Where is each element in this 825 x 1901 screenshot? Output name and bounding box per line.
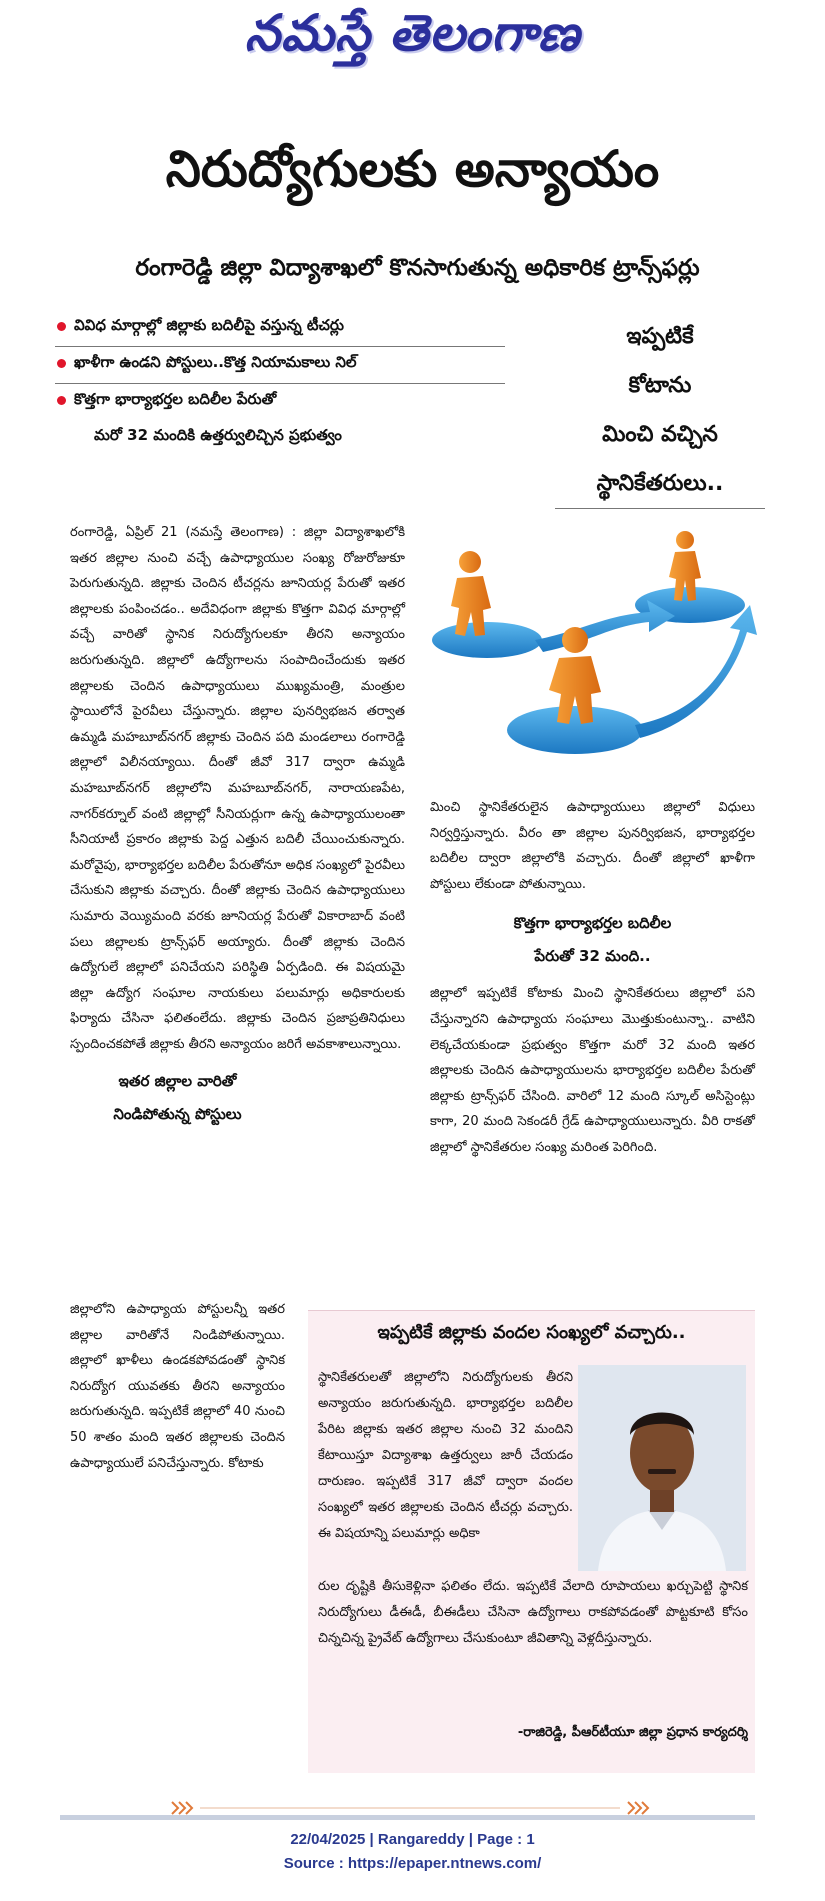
subheadline: రంగారెడ్డి జిల్లా విద్యాశాఖలో కొనసాగుతున్న అధికారిక ట్రాన్స్‌ఫర్లు (135, 255, 700, 281)
bullet-text: ఖాళీగా ఉండని పోస్టులు..కొత్త నియామకాలు నిల్ (74, 353, 357, 371)
pull-quote-line: ఇప్పటికే (626, 324, 694, 349)
person-photo (578, 1365, 746, 1571)
pull-quote-line: కోటాను (628, 373, 692, 398)
footer-source-link[interactable]: Source : https://epaper.ntnews.com/ (283, 1855, 542, 1872)
bullet-text: వివిధ మార్గాల్లో జిల్లాకు బదిలీపై వస్తున్న టీచర్లు (74, 316, 344, 334)
article-paragraph: జిల్లాలోని ఉపాధ్యాయ పోస్టులన్నీ ఇతర జిల్లాల వారితోనే నిండిపోతున్నాయి. జిల్లాలో ఖాళీలు ఉండకపోవడంతో స్థానిక నిరుద్యోగ యువతకు తీరని అన్యాయం జరుగుతున్నది. ఇప్పటికే జిల్లాలో 40 నుంచి 50 శాతం మంది ఇతర జిల్లాలకు చెందిన ఉపాధ్యాయులే పనిచేస్తున్నారు. కోటాకు (70, 1302, 285, 1471)
section-subhead-line: పేరుతో 32 మంది.. (534, 947, 651, 966)
article-paragraph: మించి స్థానికేతరులైన ఉపాధ్యాయులు జిల్లాలో విధులు నిర్వర్తిస్తున్నారు. వీరం తా జిల్లాల పునర్విభజన, భార్యాభర్తల బదిలీల ద్వారా జిల్లాలోకి వచ్చారు. దీంతో జిల్లాలో ఖాళీగా పోస్టులు లేకుండా పోతున్నాయి. (430, 800, 755, 892)
section-subhead-line: ఇతర జిల్లాల వారితో (118, 1072, 237, 1091)
quote-box-text: రుల దృష్టికి తీసుకెళ్లినా ఫలితం లేదు. ఇప్పటికే వేలాది రూపాయలు ఖర్చుపెట్టి స్థానిక నిరుద్యోగులు డీఈడీ, బీఈడీలు చేసినా ఉద్యోగాలు రాకపోవడంతో పొట్టకూటి కోసం చిన్నచిన్న ప్రైవేట్ ఉద్యోగాలు చేసుకుంటూ జీవితాన్ని వెళ్లదీస్తున్నారు. (318, 1579, 748, 1646)
pull-quote-line: మించి వచ్చిన (602, 422, 718, 447)
bullet-text: మరో 32 మందికి ఉత్తర్వులిచ్చిన ప్రభుత్వం (94, 426, 342, 444)
article-column-left (70, 520, 405, 1131)
bullet-list (55, 310, 505, 456)
bullet-item (55, 384, 505, 456)
article-paragraph: రంగారెడ్డి, ఏప్రిల్ 21 (నమస్తే తెలంగాణ) : జిల్లా విద్యాశాఖలోకి ఇతర జిల్లాల నుంచి వచ్చే ఉపాధ్యాయుల సంఖ్య రోజురోజుకూ పెరుగుతున్నది. జిల్లాకు చెందిన టీచర్లను జూనియర్ల పేరుతో ఇతర జిల్లాలకు పంపించడం.. అదేవిధంగా జిల్లాకు కొత్తగా వివిధ మార్గాల్లో వచ్చే వారితో స్థానిక నిరుద్యోగులకూ తీరని అన్యాయం జరుగుతున్నది. జిల్లాలో ఉద్యోగాలను సంపాదించేందుకు ఇతర జిల్లాలకు చెందిన ఉపాధ్యాయులు ముఖ్యమంత్రి, మంత్రుల స్థాయిలోనే పైరవీలు చేస్తున్నారు. జిల్లాల పునర్విభజన తర్వాత ఉమ్మడి మహబూబ్‌నగర్ జిల్లాకు చెందిన పది మండలాలు రంగారెడ్డి జిల్లాలో విలీనయ్యాయి. దీంతో జీవో 317 ద్వారా ఉమ్మడి మహబూబ్‌నగర్ జిల్లాలోని మహబూబ్‌నగర్, నారాయణపేట, నాగర్‌కర్నూల్ వంటి జిల్లాల్లో సీనియర్లుగా ఉన్న ఉపాధ్యాయులంతా సీనియాటీ ప్రకారం జిల్లాకు పెద్ద ఎత్తున బదిలీ చేయించుకున్నారు. మరోవైపు, భార్యాభర్తల బదిలీల పేరుతోనూ అధిక సంఖ్యలో పైరవీలు చేసుకుని జిల్లాకు వచ్చారు. దీంతో జిల్లాకు చెందిన ఉపాధ్యాయులు సుమారు వెయ్యిమంది వరకు జూనియర్ల పేరుతో వికారాబాద్ వంటి పలు జిల్లాలకు ట్రాన్స్‌ఫర్ అయ్యారు. దీంతో జిల్లాకు చెందిన ఉద్యోగులే జిల్లాలో పనిచేయని పరిస్థితి ఏర్పడింది. ఈ విషయమై జిల్లా ఉద్యోగ సంఘాల నాయకులు పలుమార్లు అధికారులకు ఫిర్యాదు చేసినా ఫలితంలేదు. జిల్లాకు చెందిన ప్రజాప్రతినిధులు స్పందించకపోతే జిల్లాకు తీరని అన్యాయం జరిగే అవకాశాలున్నాయి. (70, 525, 405, 1052)
section-subhead-line: నిండిపోతున్న పోస్టులు (113, 1105, 242, 1124)
quote-box-text: స్థానికేతరులతో జిల్లాలోని నిరుద్యోగులకు తీరని అన్యాయం జరుగుతున్నది. భార్యాభర్తల బదిలీల పేరిట జిల్లాకు ఇతర జిల్లాల నుంచి 32 మందిని కేటాయిస్తూ విద్యాశాఖ ఉత్తర్వులు జారీ చేయడం దారుణం. ఇప్పటికే 317 జీవో ద్వారా వందల సంఖ్యలో ఇతర జిల్లాలకు చెందిన టీచర్లు వచ్చారు. ఈ విషయాన్ని పలుమార్లు అధికా (318, 1370, 573, 1541)
page-footer (0, 1828, 825, 1876)
bullet-text: కొత్తగా భార్యాభర్తల బదిలీల పేరుతో (74, 390, 277, 408)
article-column-right (430, 795, 755, 1161)
section-subhead (430, 907, 755, 973)
pull-quote (555, 312, 765, 509)
quote-attribution: -రాజిరెడ్డి, పీఆర్‌టీయూ జిల్లా ప్రధాన కార్యదర్శి (517, 1725, 748, 1740)
bullet-text-group (74, 390, 342, 448)
article-column-left-continued (70, 1297, 285, 1476)
article-paragraph: జిల్లాలో ఇప్పటికే కోటాకు మించి స్థానికేతరులు జిల్లాలో పని చేస్తున్నారని ఉపాధ్యాయ సంఘాలు మొత్తుకుంటున్నా.. వాటిని లెక్కచేయకుండా ప్రభుత్వం కొత్తగా మరో 32 మంది ఇతర జిల్లాలకు చెందిన ఉపాధ్యాయులను భార్యాభర్తల బదిలీల పేరుతో జిల్లాకు ట్రాన్స్‌ఫర్ చేసింది. వారిలో 12 మంది స్కూల్ అసిస్టెంట్లు కాగా, 20 మంది సెకండరీ గ్రేడ్ ఉపాధ్యాయులున్నారు. వీరి రాకతో జిల్లాలో స్థానికేతరుల సంఖ్య మరింత పెరిగింది. (430, 986, 755, 1155)
bullet-dot-icon (57, 396, 66, 405)
bullet-item (55, 310, 505, 347)
bullet-item (55, 347, 505, 384)
page-divider (60, 1799, 755, 1821)
footer-edition-info: 22/04/2025 | Rangareddy | Page : 1 (290, 1831, 535, 1848)
bullet-dot-icon (57, 322, 66, 331)
section-subhead-line: కొత్తగా భార్యాభర్తల బదిలీల (513, 914, 672, 933)
masthead-logo: నమస్తే తెలంగాణ (244, 4, 581, 62)
bullet-dot-icon (57, 359, 66, 368)
section-subhead (70, 1065, 285, 1131)
pull-quote-line: స్థానికేతరులు.. (596, 471, 724, 496)
illustration-people-arrows (425, 520, 765, 785)
quote-box-heading: ఇప్పటికే జిల్లాకు వందల సంఖ్యలో వచ్చారు.. (377, 1322, 686, 1343)
headline: నిరుద్యోగులకు అన్యాయం (165, 140, 660, 198)
